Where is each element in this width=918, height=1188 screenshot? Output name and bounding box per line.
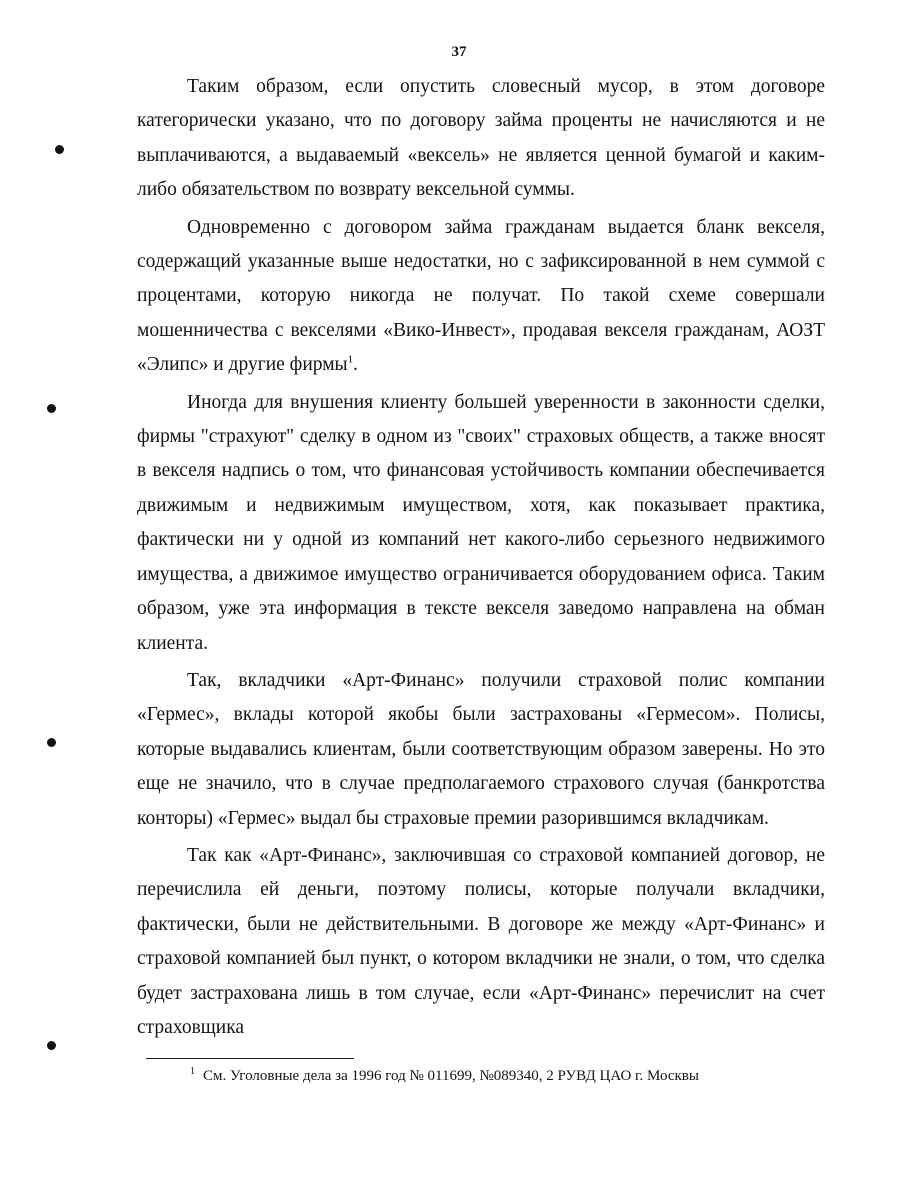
body-text bbox=[137, 70, 825, 1045]
footnote-text: См. Уголовные дела за 1996 год № 011699, №089340, 2 РУВД ЦАО г. Москвы bbox=[203, 1068, 699, 1084]
footnote bbox=[190, 1066, 830, 1086]
paragraph-2-text: Одновременно с договором займа гражданам выдается бланк векселя, содержащий указанные выше недостатки, но с зафиксированной в нем суммой с процентами, которую никогда не получат. По такой схеме совершали мошенничества с векселями «Вико-Инвест», продавая векселя гражданам, АОЗТ «Элипс» и другие фирмы bbox=[137, 216, 825, 376]
paragraph-3: Иногда для внушения клиенту большей уверенности в законности сделки, фирмы "страхуют" сделку в одном из "своих" страховых обществ, а также вносят в векселя надпись о том, что финансовая устойчивость компании обеспечивается движимым и недвижимым имуществом, хотя, как показывает практика, фактически ни у одной из компаний нет какого-либо серьезного недвижимого имущества, а движимое имущество ограничивается оборудованием офиса. Таким образом, уже эта информация в тексте векселя заведомо направлена на обман клиента. bbox=[137, 391, 825, 654]
punch-hole-4 bbox=[47, 1041, 56, 1050]
page-number: 37 bbox=[451, 44, 467, 60]
paragraph-2-tail: . bbox=[353, 354, 359, 376]
footnote-divider bbox=[146, 1058, 354, 1059]
paragraph-5: Так как «Арт-Финанс», заключившая со страховой компанией договор, не перечислила ей деньги, поэтому полисы, которые получали вкладчики, фактически, были не действительными. В договоре же между «Арт-Финанс» и страховой компанией был пункт, о котором вкладчики не знали, о том, что сделка будет застрахована лишь в том случае, если «Арт-Финанс» перечислит на счет страховщика bbox=[137, 844, 825, 1038]
punch-hole-3 bbox=[47, 738, 56, 747]
paragraph-4: Так, вкладчики «Арт-Финанс» получили страховой полис компании «Гермес», вклады которой якобы были застрахованы «Гермесом». Полисы, которые выдавались клиентам, были соответствующим образом заверены. Но это еще не значило, что в случае предполагаемого страхового случая (банкротства конторы) «Гермес» выдал бы страховые премии разорившимся вкладчикам. bbox=[137, 669, 825, 829]
punch-hole-2 bbox=[47, 404, 56, 413]
footnote-reference[interactable]: 1 bbox=[347, 353, 354, 366]
paragraph-2 bbox=[137, 211, 825, 383]
footnote-mark: 1 bbox=[190, 1066, 195, 1077]
paragraph-1: Таким образом, если опустить словесный мусор, в этом договоре категорически указано, что по договору займа проценты не начисляются и не выплачиваются, а выдаваемый «вексель» не является ценной бумагой и каким-либо обязательством по возврату вексельной суммы. bbox=[137, 76, 825, 201]
punch-hole-1 bbox=[55, 145, 64, 154]
